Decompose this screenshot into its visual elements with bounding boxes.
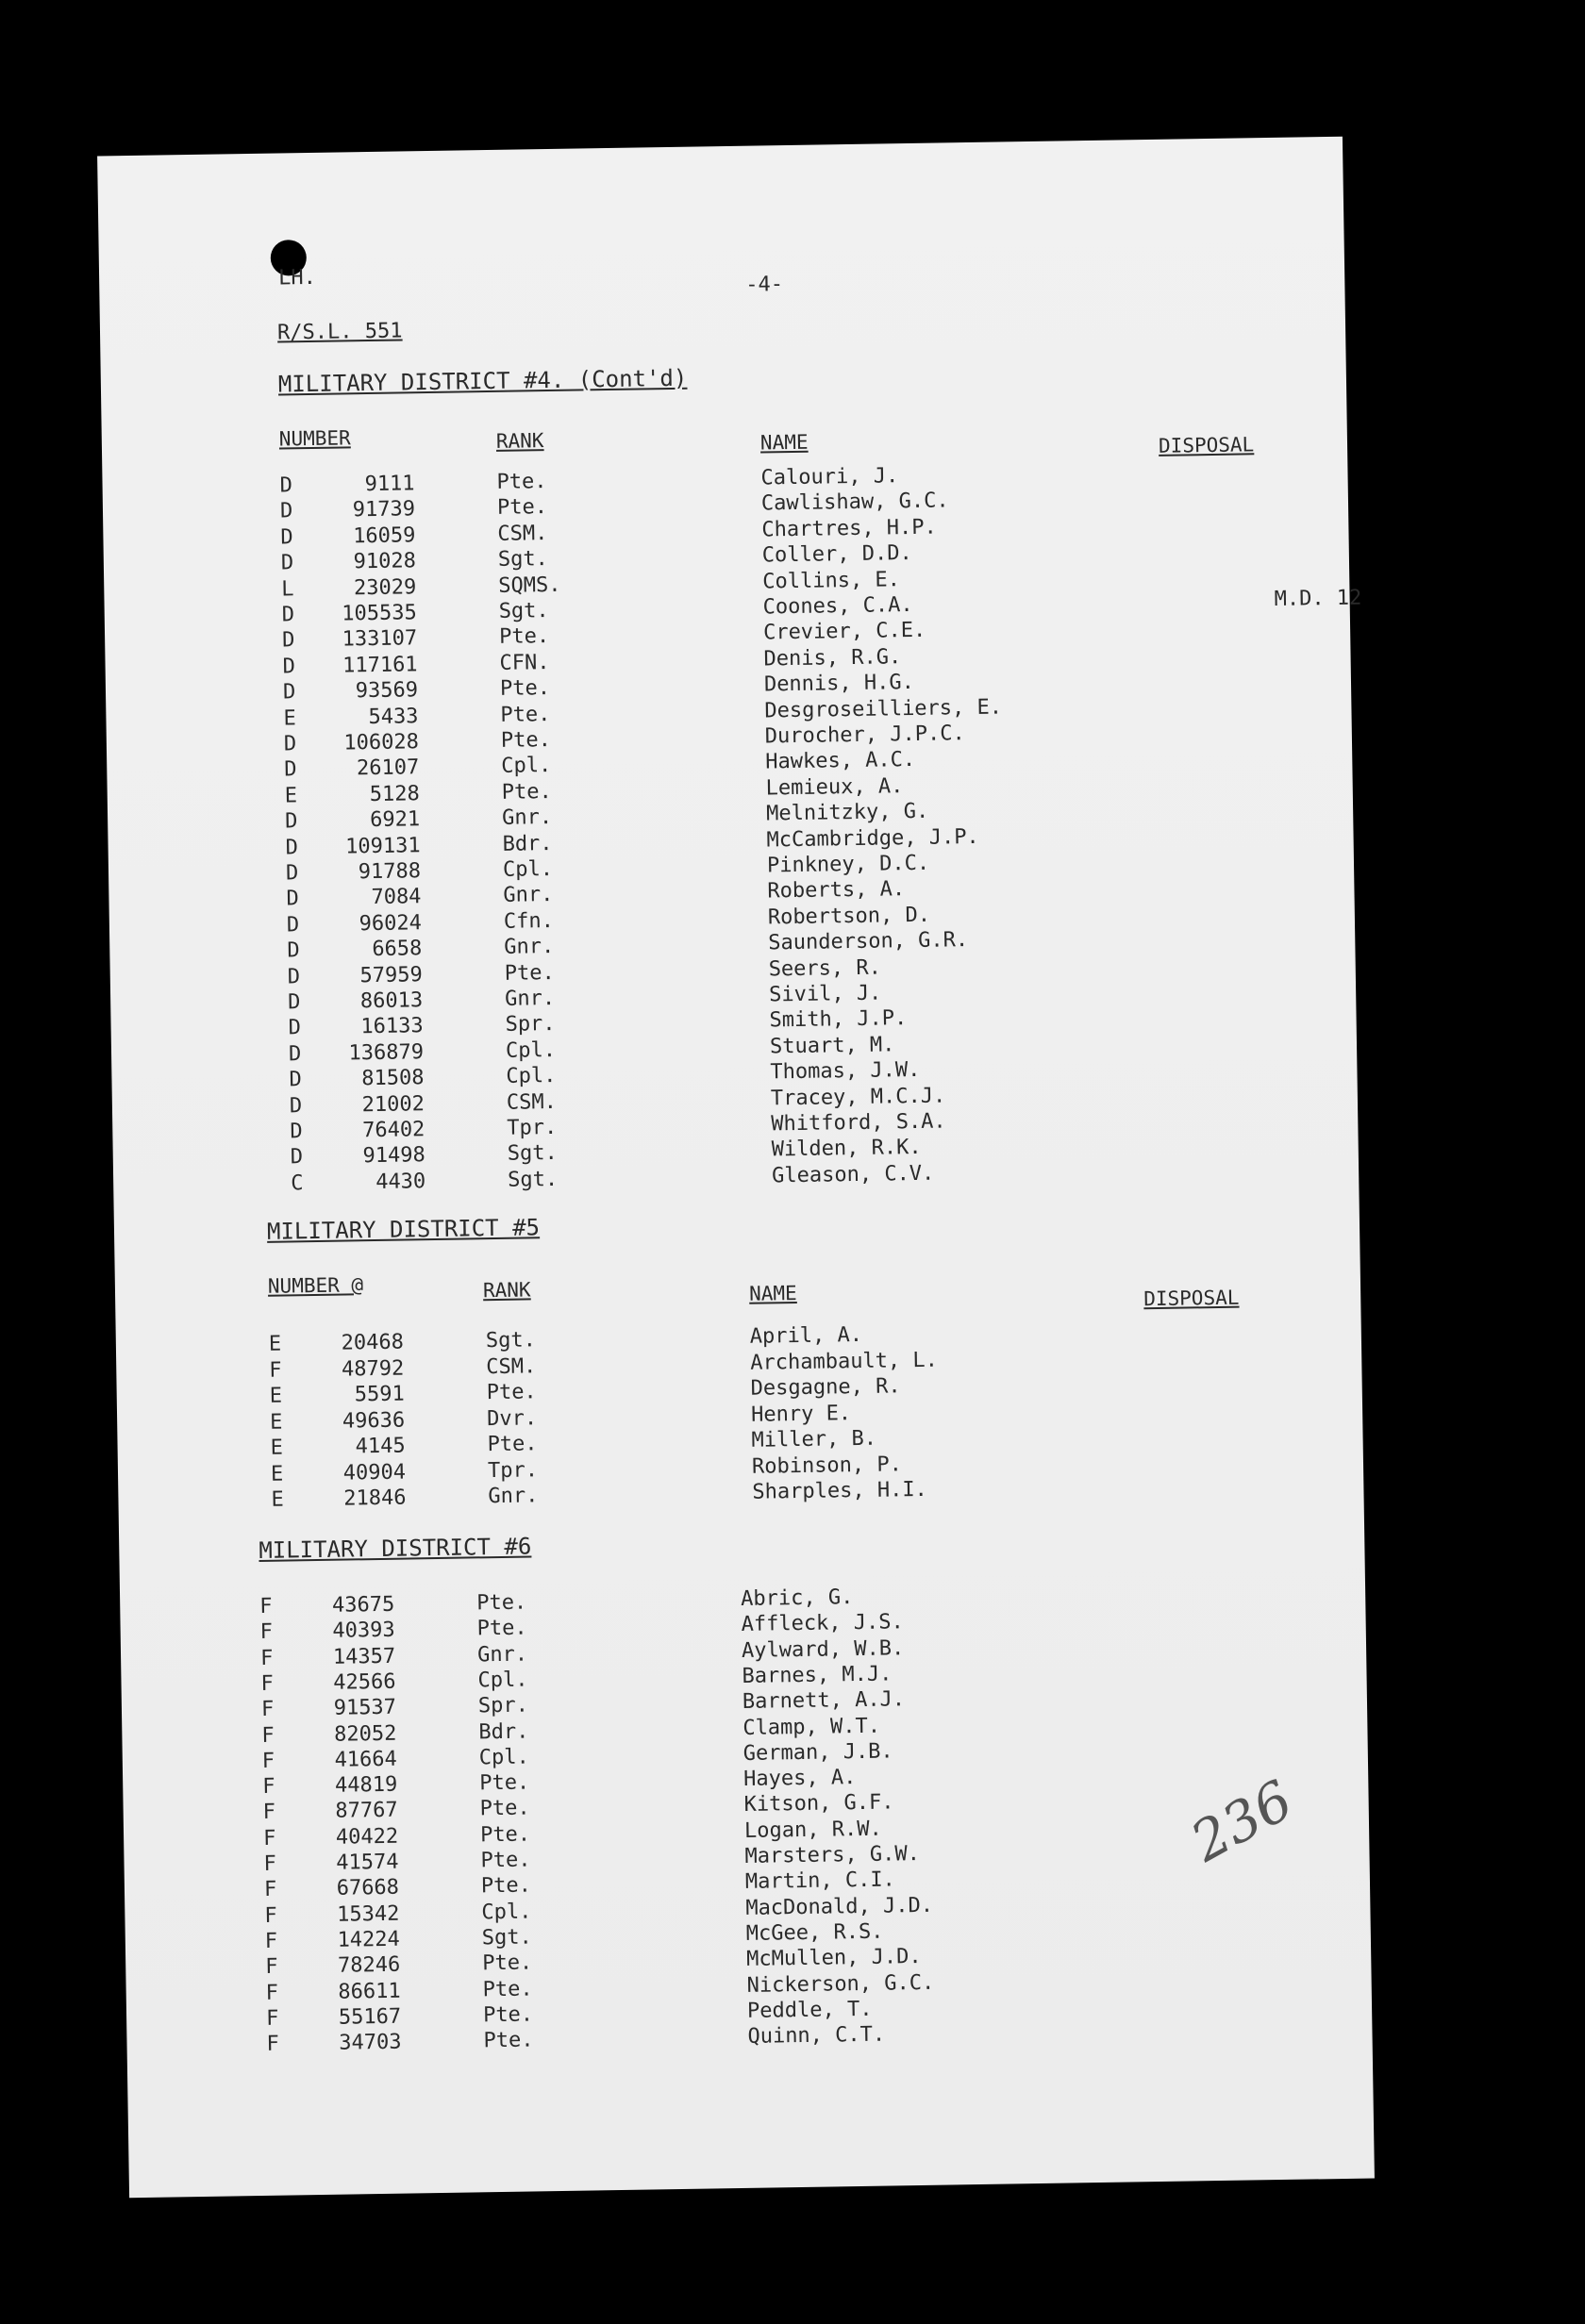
service-number: 136879 [348, 1039, 425, 1066]
service-number: 43675 [331, 1592, 395, 1618]
column-header-disposal: DISPOSAL [1158, 433, 1255, 457]
service-prefix: D [281, 628, 295, 653]
service-number: 42566 [333, 1669, 396, 1695]
service-prefix: F [259, 1594, 273, 1618]
service-number: 109131 [344, 833, 421, 859]
service-number: 82052 [333, 1721, 397, 1747]
name: Saunderson, G.R. [768, 928, 969, 955]
name: Melnitzky, G. [765, 799, 929, 826]
service-number: 21002 [361, 1091, 425, 1117]
service-prefix: D [290, 1145, 304, 1170]
rank: Sgt. [497, 547, 549, 573]
rank: Pte. [482, 2002, 534, 2028]
name: Sharples, H.I. [752, 1477, 928, 1504]
service-prefix: D [289, 1093, 303, 1119]
name: Durocher, J.P.C. [764, 722, 965, 749]
service-number: 44819 [334, 1772, 398, 1798]
handwritten-note: 236 [1180, 1768, 1304, 1875]
service-prefix: D [284, 757, 297, 782]
service-number: 49636 [342, 1408, 406, 1434]
name: Whitford, S.A. [771, 1109, 946, 1137]
name: German, J.B. [742, 1739, 893, 1766]
name: Clamp, W.T. [742, 1714, 881, 1740]
rank: Pte. [486, 1380, 537, 1405]
service-number: 133107 [342, 626, 418, 652]
name: Chartres, H.P. [761, 515, 938, 542]
name: Barnes, M.J. [742, 1662, 893, 1688]
rank: Gnr. [476, 1642, 528, 1667]
disposal: M.D. 12 [1274, 586, 1362, 611]
service-prefix: C [291, 1171, 304, 1196]
rank: Sgt. [498, 599, 549, 623]
service-prefix: E [271, 1487, 284, 1512]
name: Stuart, M. [769, 1033, 895, 1059]
name: Archambault, L. [750, 1348, 939, 1375]
rank: Bdr. [502, 831, 553, 856]
name: Peddle, T. [746, 1997, 873, 2023]
service-prefix: D [280, 551, 294, 575]
name: Roberts, A. [767, 877, 906, 904]
column-header-number: NUMBER [278, 426, 351, 451]
rank: Sgt. [507, 1141, 558, 1167]
rank: Sgt. [485, 1328, 537, 1353]
section-title-md6: MILITARY DISTRICT #6 [259, 1533, 532, 1564]
name: Wilden, R.K. [771, 1136, 922, 1162]
name: Kitson, G.F. [743, 1790, 894, 1818]
service-prefix: F [265, 1954, 278, 1980]
service-number: 117161 [342, 653, 418, 678]
name: Robinson, P. [751, 1452, 903, 1479]
service-prefix: D [283, 732, 297, 756]
service-prefix: F [259, 1646, 274, 1670]
service-number: 76402 [361, 1118, 425, 1143]
rank: Gnr. [503, 883, 554, 908]
name: Dennis, H.G. [763, 671, 915, 697]
name: Quinn, C.T. [747, 2022, 886, 2050]
service-number: 106028 [343, 730, 420, 755]
rank: Gnr. [488, 1484, 539, 1509]
service-number: 34703 [339, 2030, 402, 2055]
rank: Cpl. [505, 1038, 557, 1063]
service-number: 15342 [336, 1901, 400, 1927]
rank: Cpl. [506, 1064, 557, 1088]
rank: Pte. [482, 1976, 533, 2001]
rank: Bdr. [478, 1719, 529, 1744]
name: Seers, R. [768, 955, 882, 982]
name: Abric, G. [740, 1585, 854, 1611]
name: Gleason, C.V. [771, 1161, 935, 1188]
rank: Tpr. [507, 1115, 558, 1140]
rank: Pte. [483, 2028, 534, 2053]
service-prefix: D [289, 1068, 302, 1092]
service-number: 6921 [369, 807, 421, 833]
rank: Pte. [480, 1848, 531, 1873]
service-prefix: D [285, 861, 299, 886]
service-prefix: E [284, 784, 298, 808]
service-number: 16133 [360, 1014, 424, 1039]
service-number: 26107 [356, 755, 420, 781]
rank: Pte. [482, 1950, 533, 1976]
rank: Pte. [499, 676, 551, 702]
rank: Dvr. [486, 1405, 538, 1431]
service-number: 86611 [338, 1979, 401, 2004]
service-number: 9111 [364, 472, 415, 497]
service-number: 5591 [354, 1382, 405, 1407]
rank: Pte. [480, 1873, 532, 1899]
service-number: 87767 [335, 1799, 398, 1824]
rank: Gnr. [504, 986, 556, 1011]
service-prefix: D [285, 835, 299, 860]
service-prefix: F [265, 1981, 279, 2005]
rank: CFN. [499, 650, 550, 675]
rank: Pte. [476, 1590, 527, 1616]
service-prefix: D [288, 1016, 302, 1040]
service-number: 93569 [355, 678, 419, 704]
service-prefix: F [263, 1851, 276, 1876]
name: Hayes, A. [742, 1766, 857, 1792]
rank: Cpl. [501, 754, 552, 779]
rank: Cpl. [502, 857, 554, 882]
section-md4-list [279, 456, 1364, 1196]
service-prefix: L [281, 576, 294, 602]
name: April, A. [749, 1322, 863, 1349]
service-number: 4430 [375, 1169, 426, 1194]
rank: Spr. [477, 1693, 529, 1718]
service-prefix: F [260, 1697, 275, 1722]
name: Marsters, G.W. [744, 1842, 921, 1868]
rank: Pte. [500, 728, 552, 753]
name: Cawlishaw, G.C. [760, 489, 949, 516]
name: Desgagne, R. [750, 1374, 901, 1401]
name: Lemieux, A. [765, 773, 904, 801]
service-prefix: F [269, 1358, 282, 1383]
service-number: 105535 [342, 601, 417, 626]
name: Miller, B. [751, 1426, 877, 1452]
name: Aylward, W.B. [741, 1635, 905, 1663]
name: Nickerson, G.C. [746, 1970, 935, 1998]
service-prefix: F [259, 1620, 274, 1645]
rank: Pte. [479, 1796, 530, 1821]
service-prefix: F [265, 2006, 279, 2031]
rank: Gnr. [504, 935, 555, 960]
service-number: 20468 [341, 1330, 405, 1355]
rank: Pte. [501, 779, 552, 805]
service-number: 16059 [353, 523, 416, 549]
rank: Sgt. [481, 1925, 532, 1950]
service-prefix: F [264, 1929, 278, 1953]
service-number: 5433 [368, 704, 419, 729]
service-prefix: F [262, 1774, 275, 1800]
name: Henry E. [750, 1401, 852, 1427]
name: Hawkes, A.C. [765, 748, 916, 774]
reference-number: R/S.L. 551 [276, 319, 403, 345]
column-header-rank: RANK [495, 429, 544, 453]
service-number: 40422 [335, 1824, 399, 1850]
service-number: 86013 [359, 988, 424, 1014]
name: Crevier, C.E. [762, 619, 926, 645]
name: Denis, R.G. [763, 644, 902, 672]
service-prefix: E [269, 1410, 283, 1435]
service-prefix: F [262, 1826, 276, 1851]
name: Sivil, J. [768, 981, 882, 1007]
rank: Tpr. [487, 1457, 539, 1483]
rank: Cpl. [481, 1900, 532, 1924]
section-md5-list [268, 1316, 1354, 1512]
service-number: 7084 [371, 885, 422, 910]
name: Logan, R.W. [743, 1817, 882, 1843]
name: McGee, R.S. [745, 1919, 884, 1946]
rank: Cpl. [478, 1745, 529, 1770]
name: Affleck, J.S. [741, 1610, 904, 1637]
service-prefix: D [282, 680, 296, 705]
rank: Cfn. [503, 908, 555, 934]
service-number: 91739 [352, 497, 416, 523]
service-prefix: F [264, 1903, 277, 1928]
service-prefix: D [286, 887, 299, 911]
service-prefix: D [282, 655, 296, 679]
column-header-rank-md5: RANK [482, 1278, 531, 1303]
rank: Pte. [476, 1616, 527, 1641]
name: McCambridge, J.P. [766, 824, 979, 853]
name: Collins, E. [762, 567, 901, 594]
rank: CSM. [486, 1353, 537, 1379]
name: Desgroseilliers, E. [764, 695, 1003, 723]
service-number: 23029 [353, 574, 417, 600]
service-number: 40904 [342, 1460, 407, 1486]
service-prefix: D [287, 938, 300, 963]
rank: CSM. [497, 521, 548, 546]
service-number: 96024 [359, 910, 423, 937]
service-prefix: E [270, 1462, 284, 1486]
service-prefix: F [261, 1749, 275, 1773]
service-number: 5128 [369, 782, 420, 806]
service-prefix: D [288, 1042, 302, 1067]
rank: Pte. [487, 1432, 538, 1457]
service-prefix: E [269, 1384, 283, 1408]
service-number: 41574 [336, 1850, 399, 1875]
name: MacDonald, J.D. [745, 1893, 934, 1920]
service-number: 91028 [353, 549, 417, 574]
service-number: 6658 [372, 937, 423, 962]
service-prefix: D [279, 473, 293, 498]
column-header-number-md5: NUMBER @ [267, 1273, 364, 1298]
service-number: 57959 [359, 962, 423, 988]
name: Thomas, J.W. [770, 1058, 921, 1085]
name: Coller, D.D. [761, 541, 912, 568]
service-prefix: D [284, 809, 298, 834]
service-number: 21846 [343, 1486, 407, 1511]
rank: Pte. [498, 624, 550, 650]
name: Martin, C.I. [744, 1868, 896, 1895]
service-prefix: F [262, 1801, 276, 1825]
service-number: 67668 [336, 1876, 400, 1901]
service-prefix: D [287, 964, 301, 989]
service-prefix: D [290, 1120, 303, 1144]
service-number: 4145 [355, 1434, 406, 1459]
name: Barnett, A.J. [742, 1687, 906, 1715]
document-page [97, 137, 1375, 2198]
name: Pinkney, D.C. [766, 851, 930, 878]
rank: Pte. [479, 1822, 531, 1848]
service-number: 14357 [332, 1644, 396, 1669]
service-prefix: F [263, 1878, 277, 1902]
service-number: 91498 [362, 1143, 425, 1169]
section-title-md4: MILITARY DISTRICT #4. (Cont'd) [277, 364, 688, 398]
service-prefix: D [279, 499, 293, 523]
service-number: 91788 [358, 859, 422, 885]
service-prefix: F [260, 1671, 274, 1696]
rank: Pte. [504, 960, 555, 986]
service-prefix: D [286, 913, 300, 938]
rank: Cpl. [477, 1668, 528, 1693]
service-number: 81508 [361, 1066, 425, 1091]
rank: Pte. [479, 1770, 530, 1796]
service-prefix: D [288, 990, 301, 1015]
column-header-name-md5: NAME [748, 1282, 797, 1305]
service-prefix: E [268, 1332, 282, 1356]
initials: LH. [277, 265, 317, 290]
rank: Sgt. [507, 1167, 559, 1192]
section-title-md5: MILITARY DISTRICT #5 [266, 1214, 541, 1245]
service-number: 41664 [334, 1747, 398, 1772]
name: Tracey, M.C.J. [770, 1084, 946, 1111]
column-header-name: NAME [759, 430, 809, 455]
rank: Spr. [505, 1012, 556, 1038]
service-number: 91537 [333, 1695, 397, 1720]
service-number: 14224 [337, 1927, 401, 1952]
rank: CSM. [506, 1089, 558, 1115]
service-prefix: E [270, 1436, 284, 1460]
service-number: 55167 [338, 2004, 402, 2030]
service-prefix: D [280, 525, 293, 550]
service-prefix: F [261, 1723, 275, 1748]
service-number: 48792 [341, 1356, 405, 1382]
service-prefix: D [281, 603, 295, 627]
name: McMullen, J.D. [746, 1945, 922, 1972]
page-number: -4- [745, 273, 784, 297]
service-number: 78246 [337, 1952, 401, 1978]
service-prefix: E [283, 706, 296, 731]
name: Coones, C.A. [762, 592, 913, 620]
service-prefix: F [266, 2032, 279, 2057]
name: Calouri, J. [760, 464, 899, 490]
column-header-disposal-md5: DISPOSAL [1143, 1286, 1240, 1311]
rank: Pte. [496, 495, 548, 521]
rank: Gnr. [501, 805, 553, 831]
rank: Pte. [500, 702, 551, 727]
service-number: 40393 [332, 1618, 395, 1644]
name: Robertson, D. [767, 903, 931, 930]
rank: SQMS. [498, 573, 561, 598]
rank: Pte. [496, 470, 547, 494]
name: Smith, J.P. [769, 1006, 908, 1033]
